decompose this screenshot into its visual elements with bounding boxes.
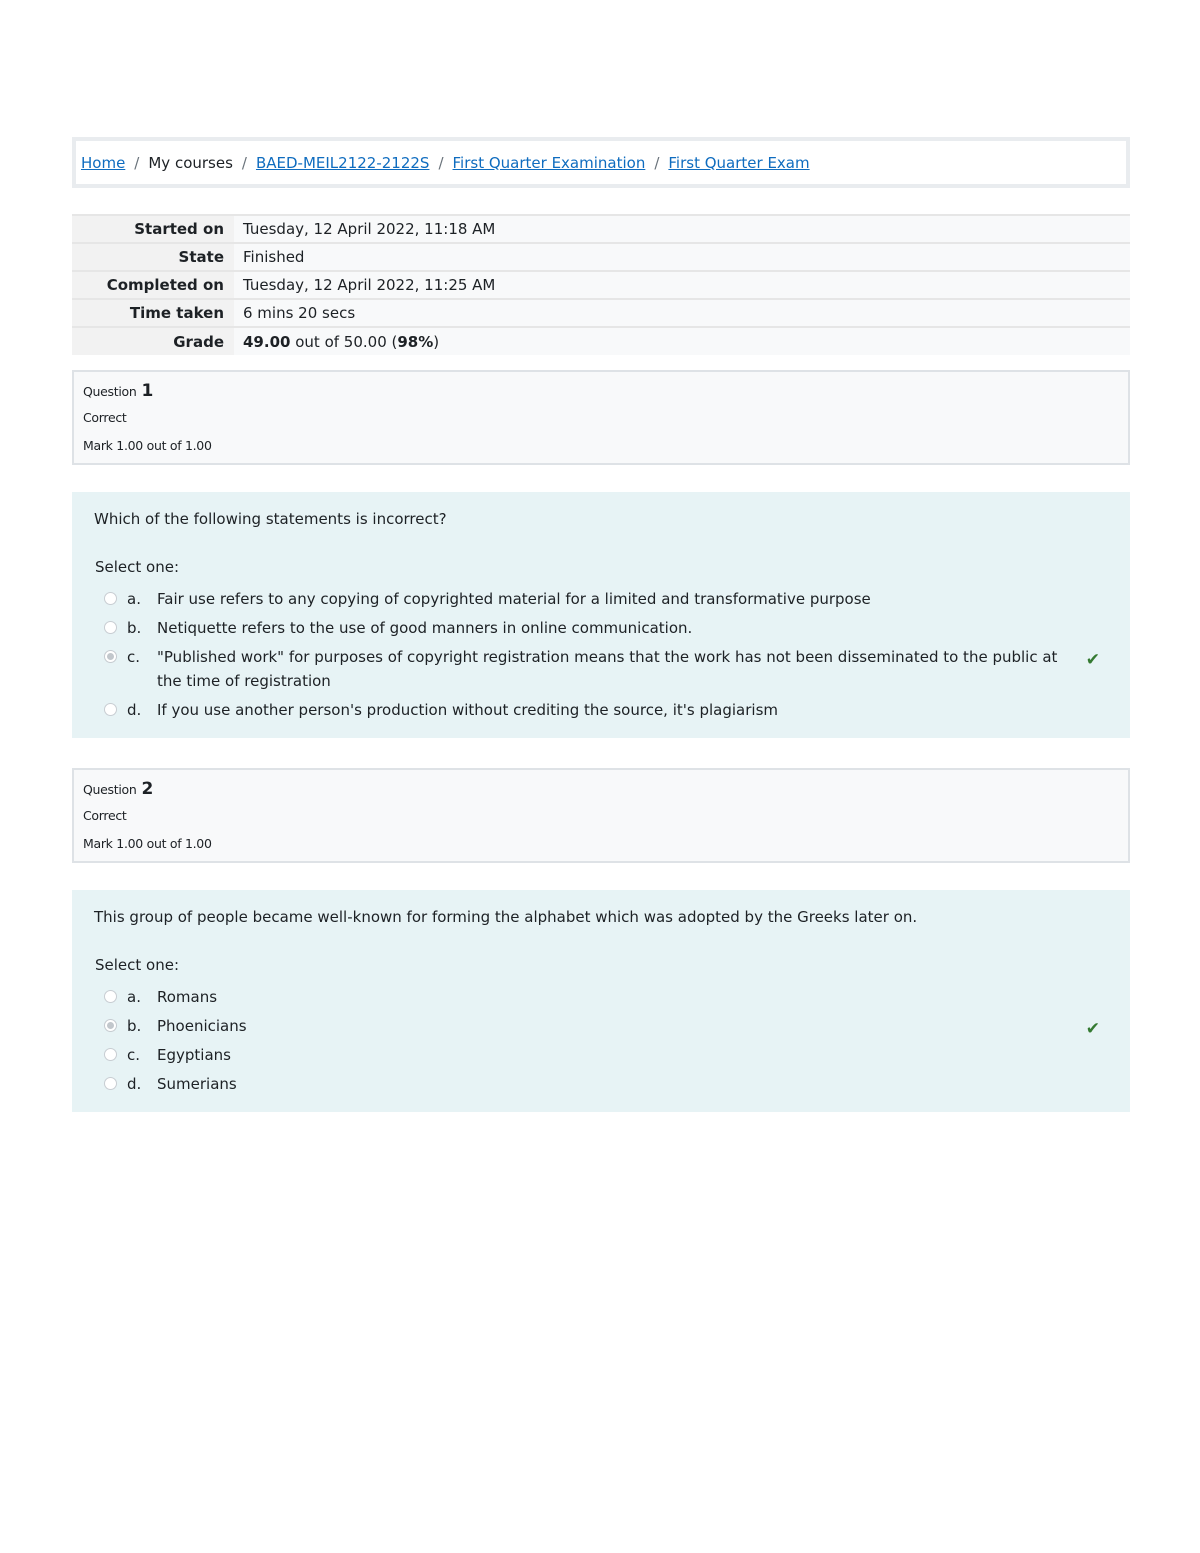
question-state: Correct bbox=[83, 807, 127, 823]
summary-value: Finished bbox=[234, 243, 1130, 271]
grade-percent: 98% bbox=[397, 332, 434, 351]
summary-value: Tuesday, 12 April 2022, 11:25 AM bbox=[234, 271, 1130, 299]
question-content bbox=[72, 492, 1130, 738]
breadcrumb-section-link[interactable]: First Quarter Examination bbox=[452, 153, 646, 172]
option-text: Sumerians bbox=[157, 1075, 237, 1093]
answer-option-selected[interactable] bbox=[94, 645, 1108, 698]
answer-option[interactable] bbox=[94, 1072, 1108, 1101]
radio-button[interactable] bbox=[104, 990, 117, 1003]
breadcrumb-separator: / bbox=[241, 153, 247, 172]
answer-option[interactable] bbox=[94, 587, 1108, 616]
answer-option[interactable] bbox=[94, 1043, 1108, 1072]
question-mark: Mark 1.00 out of 1.00 bbox=[83, 835, 212, 851]
select-one-prompt: Select one: bbox=[95, 558, 180, 576]
question-number-line bbox=[83, 776, 1128, 802]
answer-option-selected[interactable] bbox=[94, 1014, 1108, 1043]
radio-button-checked[interactable] bbox=[104, 1019, 117, 1032]
option-text: "Published work" for purposes of copyright registration means that the work has not been disseminated to the public at the time of registration bbox=[157, 648, 1058, 690]
option-text: Phoenicians bbox=[157, 1017, 247, 1035]
correct-check-icon: ✔ bbox=[1085, 650, 1100, 670]
question-mark: Mark 1.00 out of 1.00 bbox=[83, 437, 212, 453]
question-info bbox=[72, 370, 1130, 465]
question-text: This group of people became well-known for forming the alphabet which was adopted by the Greeks later on. bbox=[94, 908, 918, 926]
option-text: Fair use refers to any copying of copyrighted material for a limited and transformative purpose bbox=[157, 590, 871, 608]
radio-button[interactable] bbox=[104, 1048, 117, 1061]
attempt-summary-table bbox=[72, 214, 1130, 355]
grade-score: 49.00 bbox=[243, 332, 291, 351]
breadcrumb-separator: / bbox=[134, 153, 140, 172]
question-number-line bbox=[83, 378, 1128, 404]
question-number: 2 bbox=[141, 779, 154, 799]
option-text: Egyptians bbox=[157, 1046, 231, 1064]
select-one-prompt: Select one: bbox=[95, 956, 180, 974]
option-letter: c. bbox=[127, 1046, 141, 1064]
answer-option[interactable] bbox=[94, 985, 1108, 1014]
option-letter: b. bbox=[127, 1017, 142, 1035]
breadcrumb-my-courses: My courses bbox=[148, 153, 233, 172]
question-info bbox=[72, 768, 1130, 863]
radio-button[interactable] bbox=[104, 1077, 117, 1090]
grade-close: ) bbox=[433, 332, 440, 351]
breadcrumb-course-link[interactable]: BAED-MEIL2122-2122S bbox=[255, 153, 430, 172]
question-state: Correct bbox=[83, 409, 127, 425]
correct-check-icon: ✔ bbox=[1085, 1019, 1100, 1039]
answer-list bbox=[94, 587, 1108, 727]
breadcrumb-separator: / bbox=[438, 153, 444, 172]
question-label: Question bbox=[83, 383, 137, 399]
question-label: Question bbox=[83, 781, 137, 797]
breadcrumb-quiz-link[interactable]: First Quarter Exam bbox=[668, 153, 810, 172]
summary-value: Tuesday, 12 April 2022, 11:18 AM bbox=[234, 215, 1130, 243]
summary-value: 6 mins 20 secs bbox=[234, 299, 1130, 327]
option-letter: c. bbox=[127, 648, 141, 666]
breadcrumb bbox=[72, 137, 1130, 188]
question-number: 1 bbox=[141, 381, 154, 401]
grade-value bbox=[234, 327, 1130, 355]
summary-row-grade bbox=[72, 327, 1130, 355]
option-letter: b. bbox=[127, 619, 142, 637]
summary-row-state bbox=[72, 243, 1130, 271]
option-text: Romans bbox=[157, 988, 218, 1006]
answer-list bbox=[94, 985, 1108, 1101]
option-text: If you use another person's production without crediting the source, it's plagiarism bbox=[157, 701, 778, 719]
radio-button-checked[interactable] bbox=[104, 650, 117, 663]
answer-option[interactable] bbox=[94, 698, 1108, 727]
summary-label: Time taken bbox=[72, 299, 234, 327]
radio-button[interactable] bbox=[104, 592, 117, 605]
grade-out-of: out of 50.00 ( bbox=[295, 332, 398, 351]
radio-button[interactable] bbox=[104, 621, 117, 634]
summary-label: Completed on bbox=[72, 271, 234, 299]
option-letter: d. bbox=[127, 701, 142, 719]
summary-row-time-taken bbox=[72, 299, 1130, 327]
option-text: Netiquette refers to the use of good manners in online communication. bbox=[157, 619, 693, 637]
question-content bbox=[72, 890, 1130, 1112]
breadcrumb-home-link[interactable]: Home bbox=[81, 153, 126, 172]
summary-label: Grade bbox=[72, 327, 234, 355]
question-text: Which of the following statements is incorrect? bbox=[94, 510, 447, 528]
option-letter: a. bbox=[127, 988, 141, 1006]
summary-row-started bbox=[72, 215, 1130, 243]
option-letter: a. bbox=[127, 590, 141, 608]
breadcrumb-separator: / bbox=[654, 153, 660, 172]
summary-label: State bbox=[72, 243, 234, 271]
option-letter: d. bbox=[127, 1075, 142, 1093]
radio-button[interactable] bbox=[104, 703, 117, 716]
answer-option[interactable] bbox=[94, 616, 1108, 645]
summary-row-completed bbox=[72, 271, 1130, 299]
summary-label: Started on bbox=[72, 215, 234, 243]
